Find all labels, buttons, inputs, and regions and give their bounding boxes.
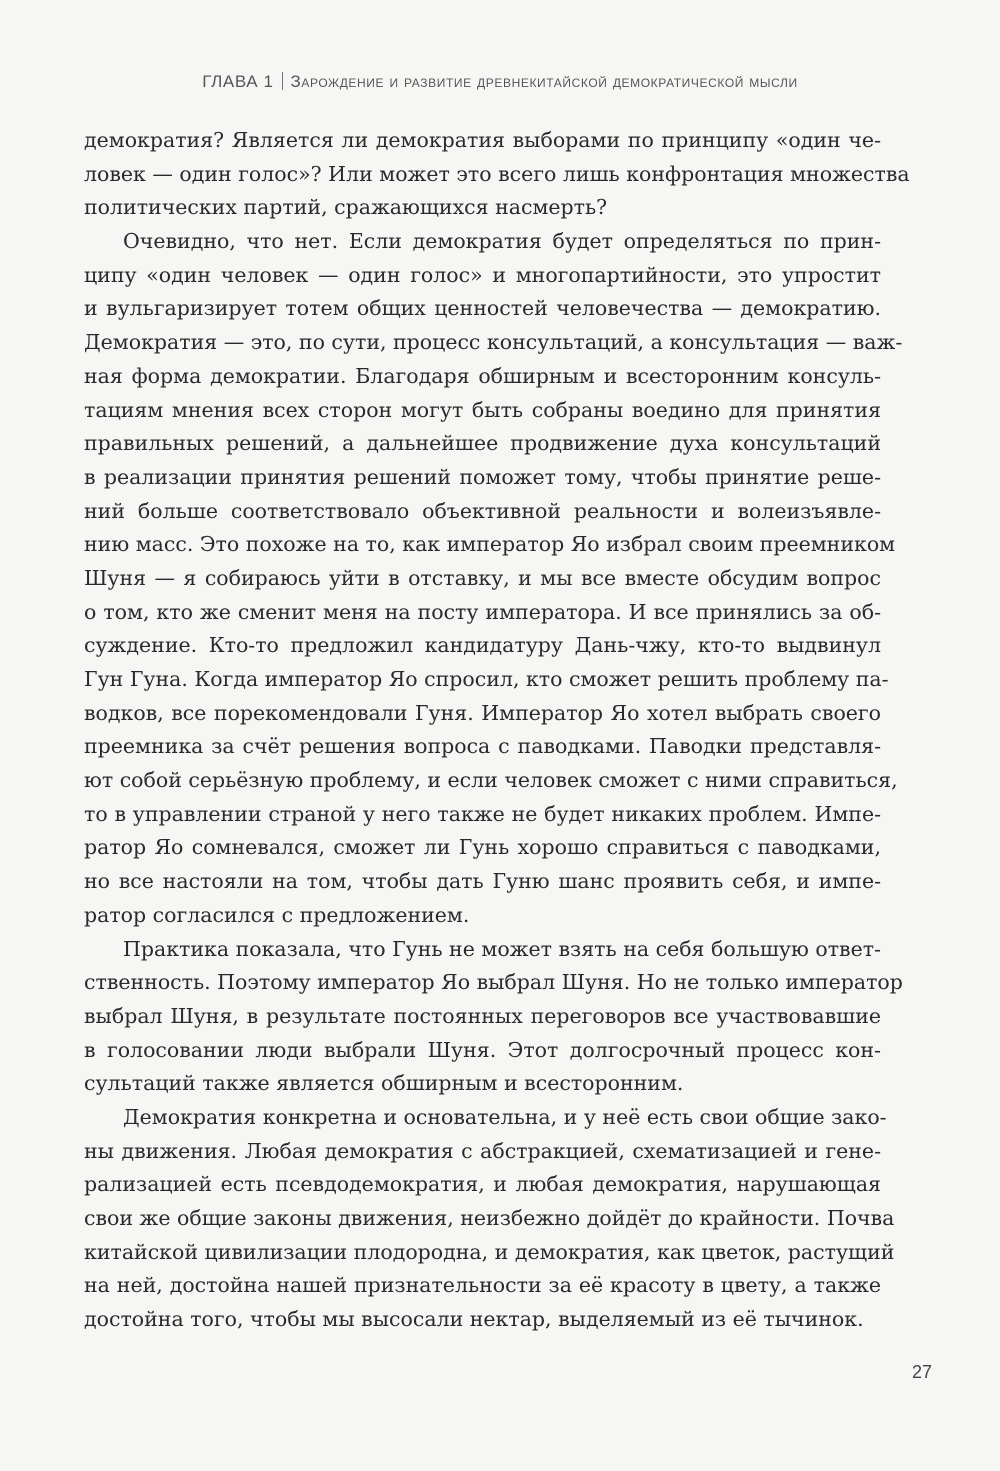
text-line: тациям мнения всех сторон могут быть собраны воедино для принятия bbox=[84, 397, 881, 422]
text-line: нию масс. Это похоже на то, как император Яо избрал своим преемником bbox=[84, 532, 896, 557]
text-line: ственность. Поэтому император Яо выбрал Шуня. Но не только император bbox=[84, 970, 903, 995]
paragraph bbox=[84, 225, 903, 932]
chapter-label: ГЛАВА 1 bbox=[202, 72, 274, 91]
text-line: в голосовании люди выбрали Шуня. Этот долгосрочный процесс кон- bbox=[84, 1037, 881, 1062]
text-line: демократия? Является ли демократия выборами по принципу «один че- bbox=[84, 128, 881, 152]
text-line: сультаций также является обширным и всесторонним. bbox=[84, 1071, 684, 1096]
text-line: выбрал Шуня, в результате постоянных переговоров все участвовавшие bbox=[84, 1003, 881, 1028]
text-line: Практика показала, что Гунь не может взять на себя большую ответ- bbox=[123, 936, 881, 961]
text-line: ют собой серьёзную проблему, и если человек сможет с ними справиться, bbox=[84, 768, 898, 793]
body-text bbox=[84, 124, 910, 1337]
text-line: политических партий, сражающихся насмерть? bbox=[84, 195, 608, 220]
text-line: ципу «один человек — один голос» и многопартийности, это упростит bbox=[84, 262, 881, 287]
chapter-title: Зарождение и развитие древнекитайской демократической мысли bbox=[290, 72, 798, 91]
text-line: Очевидно, что нет. Если демократия будет определяться по прин- bbox=[123, 229, 881, 254]
text-line: ловек — один голос»? Или может это всего лишь конфронтация множества bbox=[84, 161, 910, 186]
header-divider bbox=[282, 72, 283, 90]
running-header bbox=[0, 72, 1000, 92]
text-line: суждение. Кто-то предложил кандидатуру Дань-чжу, кто-то выдвинул bbox=[84, 633, 881, 658]
text-line: ратор согласился с предложением. bbox=[84, 902, 470, 927]
text-line: Гун Гуна. Когда император Яо спросил, кто сможет решить проблему па- bbox=[84, 667, 889, 691]
text-line: но все настояли на том, чтобы дать Гуню шанс проявить себя, и импе- bbox=[84, 869, 881, 894]
text-line: Демократия конкретна и основательна, и у неё есть свои общие зако- bbox=[123, 1104, 887, 1129]
paragraph bbox=[84, 1101, 895, 1337]
text-line: ратор Яо сомневался, сможет ли Гунь хорошо справиться с паводками, bbox=[84, 835, 881, 860]
text-line: в реализации принятия решений поможет тому, чтобы принятие реше- bbox=[84, 464, 881, 489]
text-line: свои же общие законы движения, неизбежно дойдёт до крайности. Почва bbox=[84, 1206, 895, 1230]
text-line: ны движения. Любая демократия с абстракцией, схематизацией и гене- bbox=[84, 1138, 881, 1163]
text-line: на ней, достойна нашей признательности за её красоту в цвету, а также bbox=[84, 1273, 881, 1298]
paragraph bbox=[84, 933, 903, 1101]
text-line: Демократия — это, по сути, процесс консультаций, а консультация — важ- bbox=[84, 330, 903, 355]
text-line: достойна того, чтобы мы высосали нектар, выделяемый из её тычинок. bbox=[84, 1307, 864, 1332]
paragraph bbox=[84, 124, 910, 225]
text-line: правильных решений, а дальнейшее продвижение духа консультаций bbox=[84, 431, 881, 456]
text-line: и вульгаризирует тотем общих ценностей человечества — демократию. bbox=[84, 296, 881, 321]
text-line: китайской цивилизации плодородна, и демократия, как цветок, растущий bbox=[84, 1239, 895, 1264]
text-line: ний больше соответствовало объективной реальности и волеизъявле- bbox=[84, 498, 881, 523]
text-line: водков, все порекомендовали Гуня. Император Яо хотел выбрать своего bbox=[84, 700, 881, 725]
text-line: Шуня — я собираюсь уйти в отставку, и мы все вместе обсудим вопрос bbox=[84, 565, 881, 590]
text-line: преемника за счёт решения вопроса с паводками. Паводки представля- bbox=[84, 734, 881, 759]
text-line: о том, кто же сменит меня на посту императора. И все принялись за об- bbox=[84, 599, 881, 624]
text-line: ная форма демократии. Благодаря обширным и всесторонним консуль- bbox=[84, 363, 881, 388]
page-number: 27 bbox=[911, 1362, 932, 1382]
text-line: рализацией есть псевдодемократия, и любая демократия, нарушающая bbox=[84, 1172, 881, 1197]
text-line: то в управлении страной у него также не будет никаких проблем. Импе- bbox=[84, 801, 881, 826]
